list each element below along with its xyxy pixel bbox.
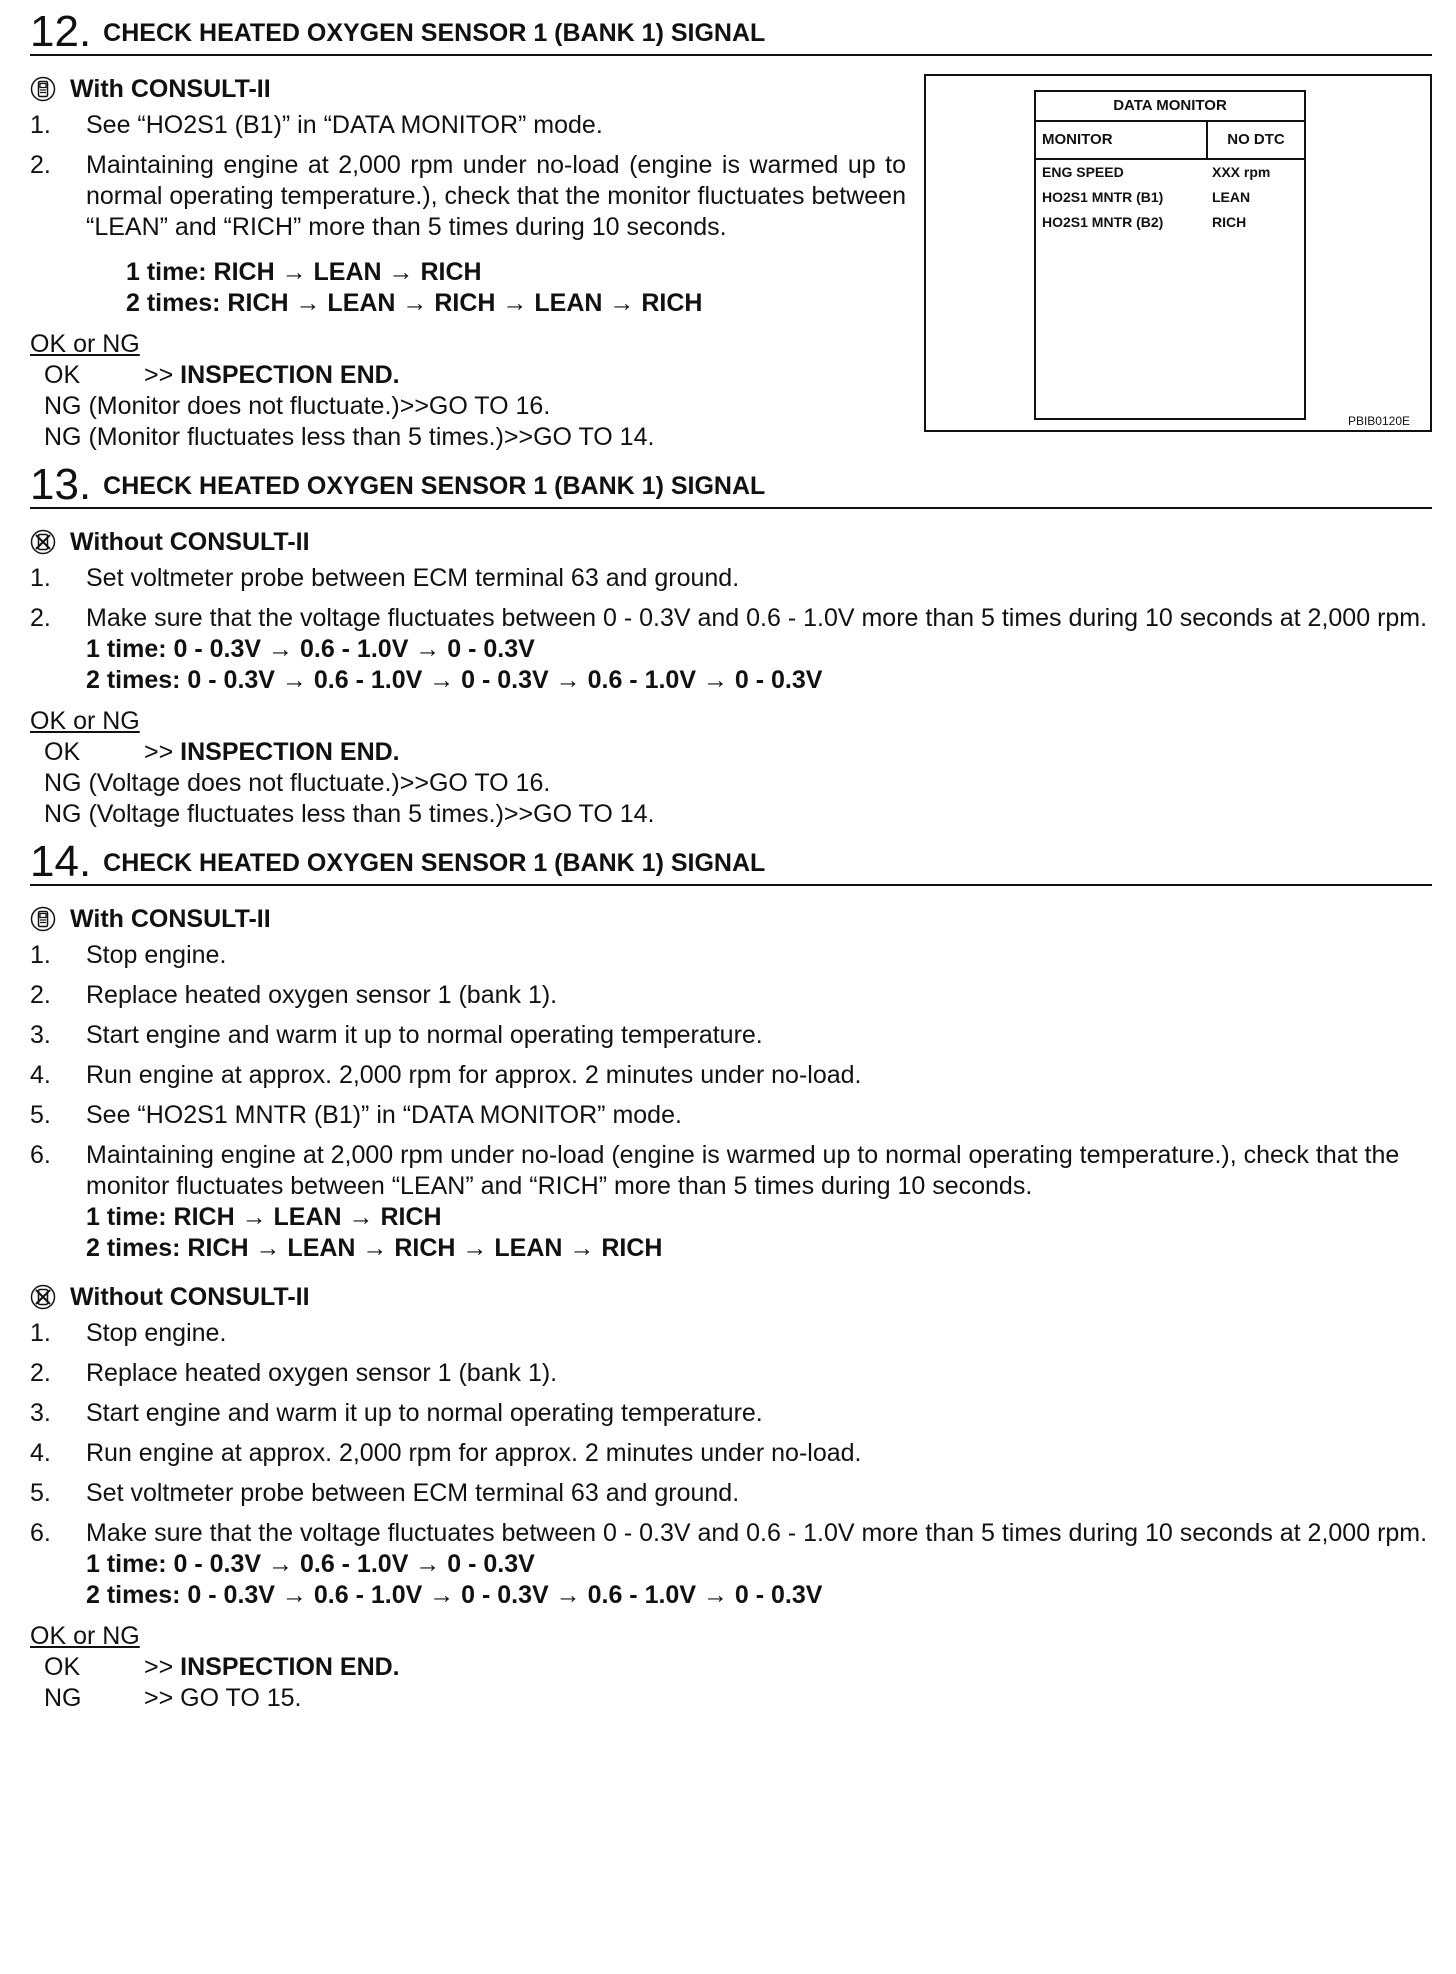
list-item bbox=[30, 980, 1432, 1011]
list-number: 3. bbox=[30, 1399, 51, 1427]
sequence-line: 1 time: RICH → LEAN → RICH bbox=[126, 258, 482, 286]
list-number: 2. bbox=[30, 604, 51, 632]
monitor-value: RICH bbox=[1212, 214, 1247, 230]
mode-heading bbox=[30, 904, 1432, 934]
screen-title: DATA MONITOR bbox=[1036, 92, 1304, 122]
list-text: See “HO2S1 MNTR (B1)” in “DATA MONITOR” mode. bbox=[86, 1101, 682, 1129]
ok-action: INSPECTION END. bbox=[180, 1653, 400, 1681]
consult-tester-icon bbox=[30, 906, 56, 932]
list-item bbox=[30, 110, 906, 141]
step-list bbox=[30, 110, 906, 243]
list-item bbox=[30, 150, 906, 243]
ok-label: OK bbox=[44, 738, 81, 766]
list-item bbox=[30, 563, 1432, 594]
sequence-line: 2 times: 0 - 0.3V → 0.6 - 1.0V → 0 - 0.3V → 0.6 - 1.0V → 0 - 0.3V bbox=[86, 1581, 823, 1609]
ng-result bbox=[30, 1683, 1432, 1714]
list-text: Maintaining engine at 2,000 rpm under no-load (engine is warmed up to normal operating temperature.), check that the monitor fluctuates between “LEAN” and “RICH” more than 5 times during 10 seconds. bbox=[86, 1141, 1400, 1200]
sequence-line: 1 time: 0 - 0.3V → 0.6 - 1.0V → 0 - 0.3V bbox=[86, 635, 535, 663]
monitor-row bbox=[1036, 160, 1304, 185]
list-number: 5. bbox=[30, 1479, 51, 1507]
ok-action: INSPECTION END. bbox=[180, 738, 400, 766]
ng-label: NG bbox=[44, 1684, 82, 1712]
mode-label: Without CONSULT-II bbox=[70, 1282, 310, 1311]
step-title: CHECK HEATED OXYGEN SENSOR 1 (BANK 1) SIGNAL bbox=[103, 19, 766, 47]
ok-result bbox=[30, 1652, 1432, 1683]
list-text: Replace heated oxygen sensor 1 (bank 1). bbox=[86, 981, 558, 1009]
no-consult-icon bbox=[30, 1284, 56, 1310]
list-number: 2. bbox=[30, 1359, 51, 1387]
sequence-line: 1 time: RICH → LEAN → RICH bbox=[86, 1203, 442, 1231]
list-number: 6. bbox=[30, 1519, 51, 1547]
step-number: 14. bbox=[30, 837, 92, 886]
list-number: 2. bbox=[30, 151, 51, 179]
dtc-status: NO DTC bbox=[1227, 131, 1285, 148]
list-item bbox=[30, 1518, 1432, 1549]
monitor-row bbox=[1036, 185, 1304, 210]
monitor-item: HO2S1 MNTR (B1) bbox=[1042, 189, 1164, 205]
ok-or-ng-heading: OK or NG bbox=[30, 707, 140, 735]
monitor-row bbox=[1036, 210, 1304, 235]
ok-or-ng-heading: OK or NG bbox=[30, 1622, 140, 1650]
monitor-value: XXX rpm bbox=[1212, 164, 1271, 180]
monitor-value: LEAN bbox=[1212, 189, 1251, 205]
ng-result: NG (Monitor does not fluctuate.)>>GO TO 16. bbox=[44, 392, 551, 420]
step-number: 13. bbox=[30, 460, 92, 509]
data-monitor-figure bbox=[924, 74, 1432, 432]
list-number: 1. bbox=[30, 564, 51, 592]
monitor-column-label: MONITOR bbox=[1036, 122, 1208, 158]
list-number: 3. bbox=[30, 1021, 51, 1049]
list-text: Run engine at approx. 2,000 rpm for approx. 2 minutes under no-load. bbox=[86, 1061, 862, 1089]
list-number: 6. bbox=[30, 1141, 51, 1169]
list-number: 1. bbox=[30, 1319, 51, 1347]
list-number: 2. bbox=[30, 981, 51, 1009]
list-text: Stop engine. bbox=[86, 1319, 227, 1347]
list-item bbox=[30, 1060, 1432, 1091]
ok-result bbox=[30, 360, 906, 391]
step-list bbox=[30, 940, 1432, 1202]
list-number: 5. bbox=[30, 1101, 51, 1129]
step-list bbox=[30, 563, 1432, 634]
list-text: Run engine at approx. 2,000 rpm for approx. 2 minutes under no-load. bbox=[86, 1439, 862, 1467]
step-14 bbox=[30, 830, 1432, 1714]
list-number: 4. bbox=[30, 1061, 51, 1089]
list-item bbox=[30, 1318, 1432, 1349]
step-list bbox=[30, 1318, 1432, 1549]
list-text: Maintaining engine at 2,000 rpm under no-load (engine is warmed up to normal operating temperature.), check that the monitor fluctuates between “LEAN” and “RICH” more than 5 times during 10 seconds. bbox=[86, 151, 906, 241]
list-number: 4. bbox=[30, 1439, 51, 1467]
ok-action: INSPECTION END. bbox=[180, 361, 400, 389]
mode-heading bbox=[30, 74, 906, 104]
step-12-header bbox=[30, 0, 1432, 56]
figure-id: PBIB0120E bbox=[1347, 414, 1410, 428]
ok-prefix: >> bbox=[144, 361, 174, 389]
list-text: Make sure that the voltage fluctuates between 0 - 0.3V and 0.6 - 1.0V more than 5 times during 10 seconds at 2,000 rpm. bbox=[86, 1519, 1428, 1547]
sequence-line: 2 times: RICH → LEAN → RICH → LEAN → RICH bbox=[126, 289, 703, 317]
list-item bbox=[30, 1100, 1432, 1131]
list-text: Set voltmeter probe between ECM terminal 63 and ground. bbox=[86, 1479, 740, 1507]
ng-result: NG (Voltage fluctuates less than 5 times.)>>GO TO 14. bbox=[44, 800, 655, 828]
list-text: Start engine and warm it up to normal operating temperature. bbox=[86, 1399, 763, 1427]
list-item bbox=[30, 1140, 1432, 1202]
ng-result: NG (Voltage does not fluctuate.)>>GO TO 16. bbox=[44, 769, 551, 797]
list-number: 1. bbox=[30, 941, 51, 969]
mode-label: Without CONSULT-II bbox=[70, 527, 310, 556]
monitor-item: HO2S1 MNTR (B2) bbox=[1042, 214, 1164, 230]
ok-or-ng-heading: OK or NG bbox=[30, 330, 140, 358]
ng-result: NG (Monitor fluctuates less than 5 times.)>>GO TO 14. bbox=[44, 423, 655, 451]
step-13-header bbox=[30, 453, 1432, 509]
mode-label: With CONSULT-II bbox=[70, 904, 271, 933]
no-consult-icon bbox=[30, 529, 56, 555]
screen-header bbox=[1036, 122, 1304, 160]
list-text: See “HO2S1 (B1)” in “DATA MONITOR” mode. bbox=[86, 111, 603, 139]
step-14-header bbox=[30, 830, 1432, 886]
list-text: Set voltmeter probe between ECM terminal 63 and ground. bbox=[86, 564, 740, 592]
ng-action: >> GO TO 15. bbox=[144, 1684, 302, 1712]
ok-label: OK bbox=[44, 1653, 81, 1681]
mode-heading bbox=[30, 1282, 1432, 1312]
list-item bbox=[30, 1478, 1432, 1509]
list-item bbox=[30, 1358, 1432, 1389]
ok-label: OK bbox=[44, 361, 81, 389]
ok-result bbox=[30, 737, 1432, 768]
list-text: Stop engine. bbox=[86, 941, 227, 969]
mode-label: With CONSULT-II bbox=[70, 74, 271, 103]
ok-prefix: >> bbox=[144, 738, 174, 766]
service-manual-page bbox=[30, 0, 1432, 1714]
sequence-line: 2 times: RICH → LEAN → RICH → LEAN → RICH bbox=[86, 1234, 663, 1262]
step-12 bbox=[30, 0, 1432, 453]
sequence-line: 2 times: 0 - 0.3V → 0.6 - 1.0V → 0 - 0.3V → 0.6 - 1.0V → 0 - 0.3V bbox=[86, 666, 823, 694]
step-13 bbox=[30, 453, 1432, 830]
mode-heading bbox=[30, 527, 1432, 557]
list-item bbox=[30, 1438, 1432, 1469]
list-text: Start engine and warm it up to normal operating temperature. bbox=[86, 1021, 763, 1049]
list-item bbox=[30, 940, 1432, 971]
list-item bbox=[30, 1020, 1432, 1051]
list-item bbox=[30, 1398, 1432, 1429]
ok-prefix: >> bbox=[144, 1653, 174, 1681]
consult-tester-icon bbox=[30, 76, 56, 102]
data-monitor-screen bbox=[1034, 90, 1306, 420]
step-12-instructions bbox=[30, 56, 906, 453]
step-title: CHECK HEATED OXYGEN SENSOR 1 (BANK 1) SIGNAL bbox=[103, 472, 766, 500]
step-number: 12. bbox=[30, 7, 92, 56]
list-text: Replace heated oxygen sensor 1 (bank 1). bbox=[86, 1359, 558, 1387]
step-title: CHECK HEATED OXYGEN SENSOR 1 (BANK 1) SIGNAL bbox=[103, 849, 766, 877]
monitor-item: ENG SPEED bbox=[1042, 164, 1124, 180]
list-item bbox=[30, 603, 1432, 634]
sequence-line: 1 time: 0 - 0.3V → 0.6 - 1.0V → 0 - 0.3V bbox=[86, 1550, 535, 1578]
list-text: Make sure that the voltage fluctuates between 0 - 0.3V and 0.6 - 1.0V more than 5 times during 10 seconds at 2,000 rpm. bbox=[86, 604, 1428, 632]
list-number: 1. bbox=[30, 111, 51, 139]
